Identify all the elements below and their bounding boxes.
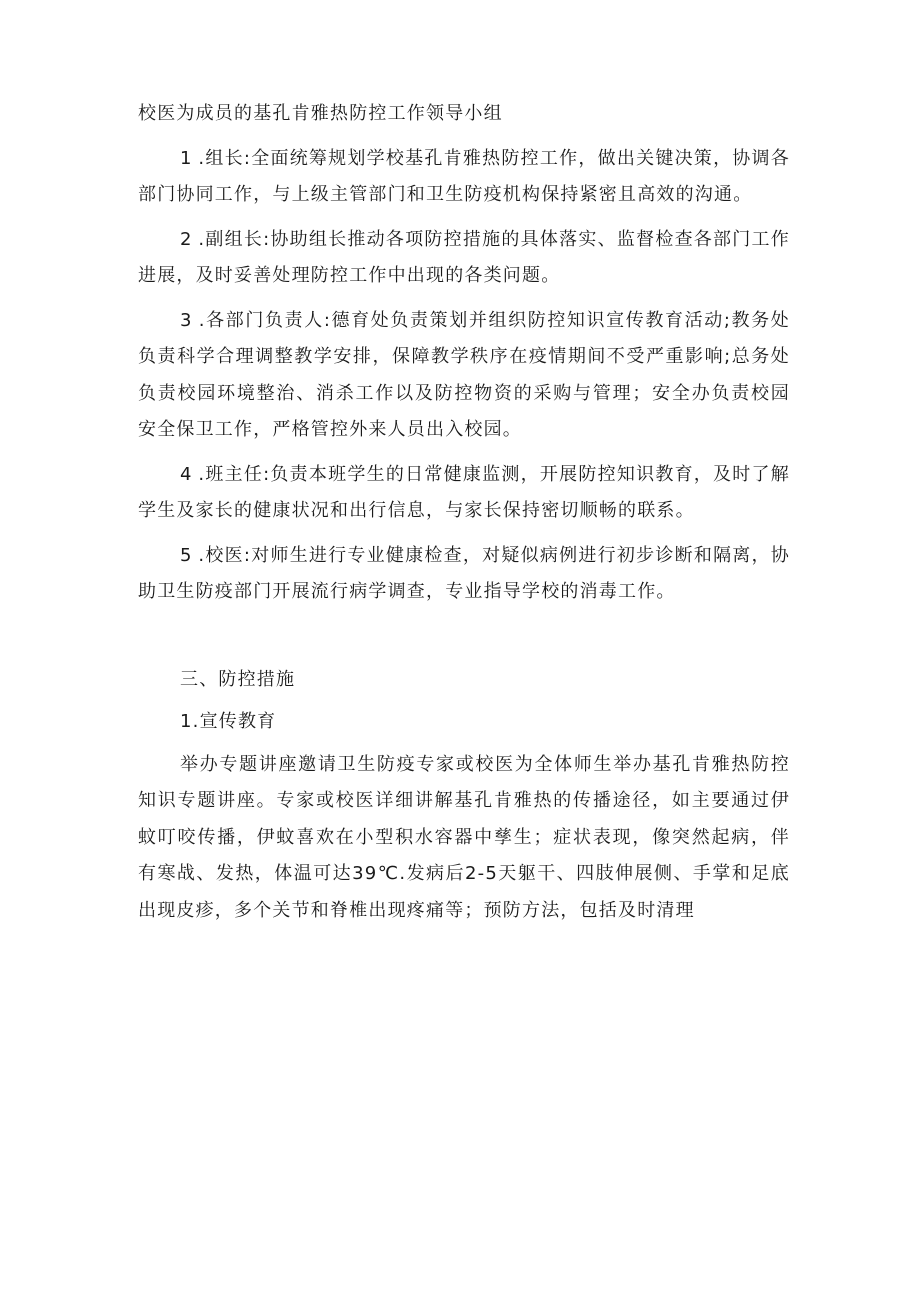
role-item-head-teacher	[138, 457, 790, 530]
role-title: 各部门负责人:	[205, 309, 332, 331]
role-item-leader	[138, 141, 790, 214]
role-title: 副组长:	[205, 228, 271, 250]
role-number: 5	[180, 544, 192, 566]
subsection-heading: 1.宣传教育	[180, 711, 277, 732]
role-text: 对师生进行专业健康检查，对疑似病例进行初步诊断和隔离，协助卫生防疫部门开展流行病学调查，专业指导学校的消毒工作。	[138, 544, 790, 602]
role-text: 全面统筹规划学校基孔肯雅热防控工作，做出关键决策，协调各部门协同工作，与上级主管部门和卫生防疫机构保持紧密且高效的沟通。	[138, 147, 790, 205]
section-heading: 三、防控措施	[180, 668, 296, 690]
role-number-dot: .	[191, 228, 206, 250]
role-number: 1	[180, 147, 192, 169]
role-number: 3	[180, 309, 192, 331]
role-number: 4	[180, 463, 192, 485]
role-number: 2	[180, 228, 192, 250]
section-spacer	[138, 619, 790, 662]
role-title: 班主任:	[205, 463, 271, 485]
role-number-dot: .	[191, 309, 206, 331]
role-number-dot: .	[191, 147, 206, 169]
intro-line: 校医为成员的基孔肯雅热防控工作领导小组	[138, 103, 503, 124]
role-number-dot: .	[191, 544, 206, 566]
role-item-department-heads	[138, 303, 790, 449]
role-text: 德育处负责策划并组织防控知识宣传教育活动;教务处负责科学合理调整教学安排，保障教学秩序在疫情期间不受严重影响;总务处负责校园环境整治、消杀工作以及防控物资的采购与管理；安全办负责校园安全保卫工作，严格管控外来人员出入校园。	[138, 309, 790, 440]
body-paragraph: 举办专题讲座邀请卫生防疫专家或校医为全体师生举办基孔肯雅热防控知识专题讲座。专家或校医详细讲解基孔肯雅热的传播途径，如主要通过伊蚊叮咬传播，伊蚊喜欢在小型积水容器中孳生；症状表现，像突然起病，伴有寒战、发热，体温可达39℃.发病后2-5天躯干、四肢伸展侧、手掌和足底出现皮疹，多个关节和脊椎出现疼痛等；预防方法，包括及时清理	[138, 753, 790, 921]
role-item-deputy-leader	[138, 222, 790, 295]
role-title: 校医:	[205, 544, 252, 566]
role-item-school-doctor	[138, 538, 790, 611]
role-text: 协助组长推动各项防控措施的具体落实、监督检查各部门工作进展，及时妥善处理防控工作中出现的各类问题。	[138, 228, 790, 286]
document-body	[138, 96, 790, 937]
role-title: 组长:	[205, 147, 252, 169]
role-text: 负责本班学生的日常健康监测，开展防控知识教育，及时了解学生及家长的健康状况和出行信息，与家长保持密切顺畅的联系。	[138, 463, 790, 521]
role-number-dot: .	[191, 463, 206, 485]
